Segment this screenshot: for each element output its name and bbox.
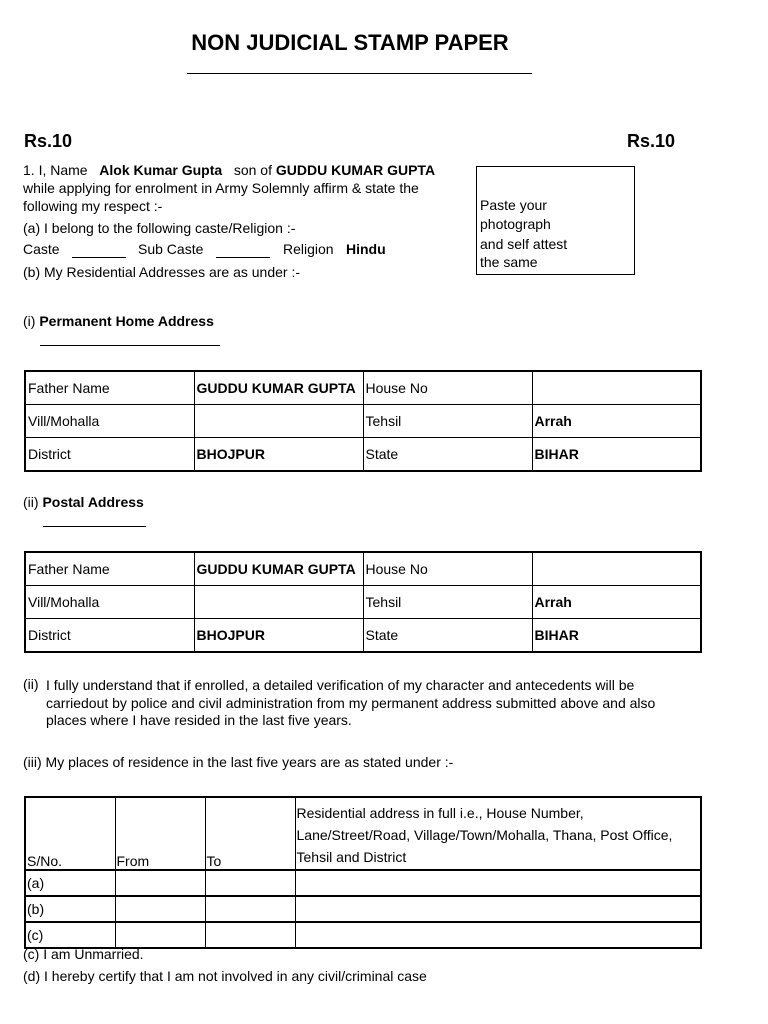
caste-blank [72,257,126,258]
col-header-to: To [205,797,295,870]
cell-label: District [25,438,194,472]
father-name: GUDDU KUMAR GUPTA [275,162,436,178]
cell-label: Tehsil [363,586,532,619]
cell-empty [115,896,205,922]
title-underline [187,73,532,74]
verification-line-1: I fully understand that if enrolled, a detailed verification of my character and antecedents will be [46,677,635,693]
photo-text-1: Paste your [480,197,547,213]
cell-label: State [363,438,532,472]
postal-address-table [24,551,702,653]
cell-empty [295,896,701,922]
cell-label: Vill/Mohalla [25,586,194,619]
table-row [25,870,701,896]
table-row [25,552,701,586]
subcaste-blank [216,257,270,258]
permanent-address-heading [23,313,214,329]
cell-empty [205,922,295,948]
verification-label: (ii) [23,676,39,692]
residence-table [24,796,702,949]
table-row [25,586,701,619]
verification-line-3: places where I have resided in the last five years. [46,712,352,728]
cell-label: Father Name [25,552,194,586]
photo-text-4: the same [480,254,538,270]
photo-text-3: and self attest [480,236,568,252]
cell-value: BHOJPUR [194,438,363,472]
religion-label: Religion [283,241,334,257]
cell-value: Arrah [532,405,701,438]
cell-empty [205,870,295,896]
table-row [25,922,701,948]
page-title: NON JUDICIAL STAMP PAPER [191,30,509,55]
cell-value [532,371,701,405]
cell-value [194,586,363,619]
intro-line-1 [23,161,435,179]
cell-value: Arrah [532,586,701,619]
son-of-label: son of [233,162,272,178]
table-header-row [25,797,701,870]
applicant-name: Alok Kumar Gupta [99,162,223,178]
residence-intro: (iii) My places of residence in the last five years are as stated under :- [23,754,454,770]
cell-label: Father Name [25,371,194,405]
col-header-from: From [115,797,205,870]
cell-label: House No [363,552,532,586]
table-row [25,896,701,922]
postal-prefix: (ii) [23,494,39,510]
photo-text-2: photograph [480,216,551,232]
cell-empty [115,870,205,896]
photo-box [476,166,635,275]
cell-value: GUDDU KUMAR GUPTA [194,552,363,586]
permanent-heading-text: Permanent Home Address [39,313,214,329]
intro-line-3: following my respect :- [23,198,163,214]
cell-value: GUDDU KUMAR GUPTA [194,371,363,405]
certification-line: (d) I hereby certify that I am not involved in any civil/criminal case [23,968,427,984]
table-row [25,438,701,472]
permanent-underline [40,345,220,346]
cell-label: District [25,619,194,653]
cell-empty [295,870,701,896]
cell-value: BIHAR [532,619,701,653]
caste-label: Caste [23,241,60,257]
table-row [25,405,701,438]
row-label: (c) [25,922,115,948]
permanent-prefix: (i) [23,313,36,329]
cell-value: BHOJPUR [194,619,363,653]
cell-value [194,405,363,438]
postal-underline [43,526,146,527]
stamp-value-left: Rs.10 [24,131,73,151]
religion-value: Hindu [346,241,386,257]
row-label: (a) [25,870,115,896]
cell-value [532,552,701,586]
cell-label: Vill/Mohalla [25,405,194,438]
permanent-address-table [24,370,702,472]
cell-empty [205,896,295,922]
subcaste-label: Sub Caste [138,241,204,257]
cell-label: Tehsil [363,405,532,438]
marital-status-line: (c) I am Unmarried. [23,946,144,962]
intro-line-2: while applying for enrolment in Army Solemnly affirm & state the [23,180,419,196]
postal-heading-text: Postal Address [42,494,144,510]
cell-value: BIHAR [532,438,701,472]
stamp-value-right: Rs.10 [627,131,676,151]
cell-label: House No [363,371,532,405]
cell-label: State [363,619,532,653]
addresses-line: (b) My Residential Addresses are as under :- [23,264,301,280]
name-prefix: 1. I, Name [23,162,88,178]
cell-empty [115,922,205,948]
table-row [25,619,701,653]
col-header-address: Residential address in full i.e., House Number, Lane/Street/Road, Village/Town/Mohalla, Thana, Post Office, Tehsil and District [295,797,701,870]
verification-line-2: carriedout by police and civil administration from my permanent address submitted above and also [46,695,656,711]
col-header-sno: S/No. [25,797,115,870]
table-row [25,371,701,405]
postal-address-heading [23,494,144,510]
cell-empty [295,922,701,948]
row-label: (b) [25,896,115,922]
caste-religion-line: (a) I belong to the following caste/Religion :- [23,220,296,236]
